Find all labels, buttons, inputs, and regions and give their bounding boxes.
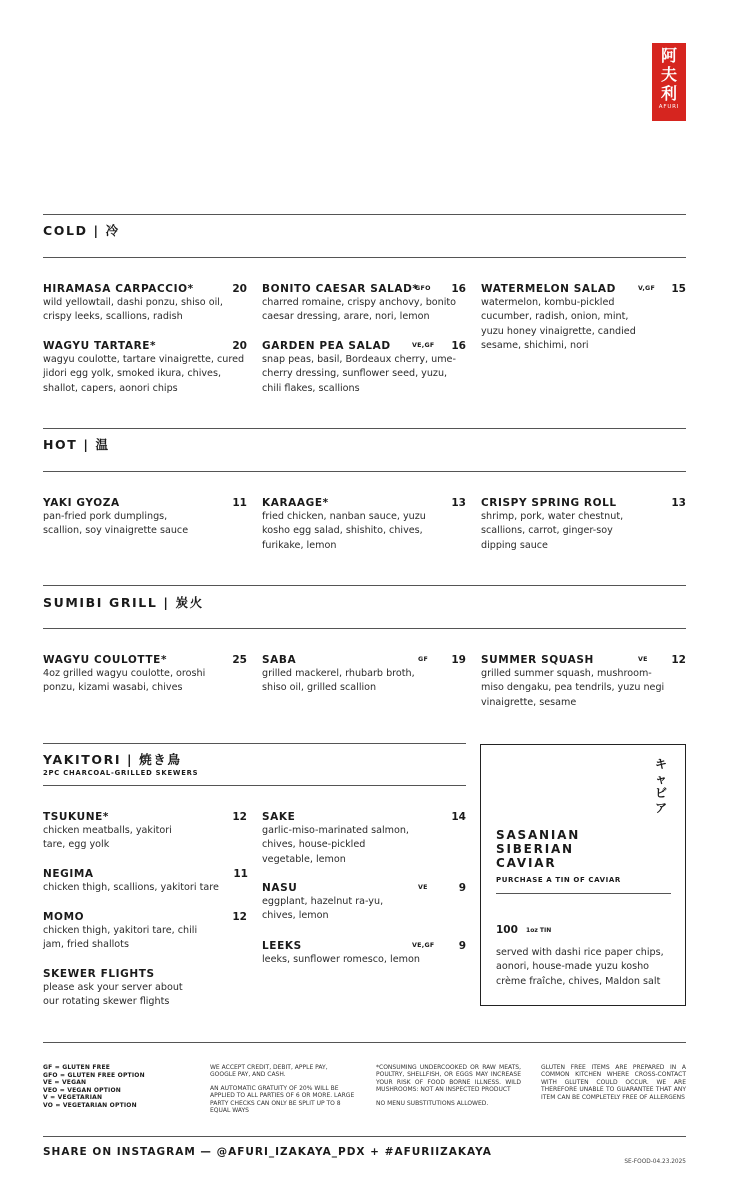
divider (43, 214, 686, 215)
item-description: chicken meatballs, yakitori tare, egg yolk (43, 825, 172, 851)
menu-code: SE-FOOD-04.23.2025 (624, 1159, 686, 1165)
item-description: watermelon, kombu-pickled cucumber, radish, onion, mint, yuzu honey vinaigrette, candied sesame, shichimi, nori (481, 297, 636, 352)
menu-item (481, 653, 686, 710)
dietary-tag: VE (638, 656, 648, 663)
divider (43, 785, 466, 786)
divider (43, 257, 686, 258)
katakana-char: ア (654, 800, 667, 815)
legend-item: GFO = GLUTEN FREE OPTION (43, 1071, 145, 1079)
logo-text: AFURI (658, 104, 680, 110)
item-name: GARDEN PEA SALAD (262, 340, 391, 352)
item-price: 9 (458, 882, 466, 894)
menu-item (262, 653, 466, 696)
item-price: 20 (232, 340, 247, 352)
item-description: wild yellowtail, dashi ponzu, shiso oil, crispy leeks, scallions, radish (43, 297, 223, 323)
dietary-tag: GF (418, 656, 429, 663)
menu-item (43, 339, 247, 396)
logo-kanji: 夫 (660, 65, 677, 84)
item-price: 11 (233, 868, 248, 880)
item-description: fried chicken, nanban sauce, yuzu kosho egg salad, shishito, chives, furikake, lemon (262, 511, 426, 551)
item-description: garlic-miso-marinated salmon, chives, house-pickled vegetable, lemon (262, 825, 409, 865)
item-price: 25 (232, 654, 247, 666)
divider (496, 893, 671, 894)
caviar-size: 1oz TIN (526, 927, 552, 934)
item-name: NEGIMA (43, 868, 94, 880)
item-price: 13 (451, 497, 466, 509)
divider (43, 585, 686, 586)
item-description: wagyu coulotte, tartare vinaigrette, cured jidori egg yolk, smoked ikura, chives, shallot, capers, aonori chips (43, 354, 245, 394)
item-price: 9 (458, 940, 466, 952)
payment-notes (210, 1064, 355, 1114)
menu-item (262, 282, 466, 325)
section-title-sumibi: SUMIBI GRILL | 炭火 (43, 595, 204, 610)
item-price: 19 (451, 654, 466, 666)
divider (43, 471, 686, 472)
legend-item: VE = VEGAN (43, 1079, 87, 1087)
gluten-note: GLUTEN FREE ITEMS ARE PREPARED IN A COMMON KITCHEN WHERE CROSS-CONTACT WITH GLUTEN COULD OCCUR. WE ARE THEREFORE UNABLE TO GUARANTEE THAT ANY ITEM CAN BE COMPLETELY FREE OF ALLERGENS (541, 1064, 686, 1101)
payment-note: WE ACCEPT CREDIT, DEBIT, APPLE PAY, GOOGLE PAY, AND CASH. (210, 1064, 328, 1079)
dietary-tag: VE (418, 884, 428, 891)
caviar-title-line: SIBERIAN (496, 842, 574, 856)
divider (43, 1136, 686, 1137)
section-title-cold: COLD | 冷 (43, 223, 120, 238)
item-price: 14 (451, 811, 466, 823)
legend-item: VO = VEGETARIAN OPTION (43, 1101, 137, 1109)
logo-kanji: 利 (660, 84, 677, 103)
divider (43, 743, 466, 744)
item-description: leeks, sunflower romesco, lemon (262, 954, 420, 965)
menu-item (262, 496, 466, 553)
caviar-price-row (496, 918, 551, 937)
item-description: chicken thigh, yakitori tare, chili jam, fried shallots (43, 925, 198, 951)
item-name: BONITO CAESAR SALAD* (262, 283, 419, 295)
item-price: 12 (671, 654, 686, 666)
item-description: grilled summer squash, mushroom-miso dengaku, pea tendrils, yuzu negi vinaigrette, sesame (481, 668, 665, 708)
menu-item (43, 496, 247, 539)
legend-item: VEO = VEGAN OPTION (43, 1086, 122, 1094)
item-description: 4oz grilled wagyu coulotte, oroshi ponzu, kizami wasabi, chives (43, 668, 206, 694)
item-description: eggplant, hazelnut ra-yu, chives, lemon (262, 896, 384, 922)
item-name: CRISPY SPRING ROLL (481, 497, 617, 509)
menu-item (481, 496, 686, 553)
item-description: grilled mackerel, rhubarb broth, shiso oil, grilled scallion (262, 668, 415, 694)
caviar-panel (480, 744, 686, 1006)
dietary-tag: VE,GF (412, 342, 435, 349)
instagram-line: SHARE ON INSTAGRAM — @AFURI_IZAKAYA_PDX + #AFURIIZAKAYA (43, 1146, 492, 1158)
divider (43, 428, 686, 429)
dietary-legend (43, 1064, 183, 1110)
logo-kanji: 阿 (660, 46, 677, 65)
item-name: SAKE (262, 811, 296, 823)
katakana-char: キ (654, 757, 667, 771)
caviar-description: served with dashi rice paper chips, aonori, house-made yuzu kosho crème fraîche, chives, Maldon salt (496, 947, 664, 987)
item-price: 11 (232, 497, 247, 509)
legend-item: V = VEGETARIAN (43, 1094, 103, 1102)
item-price: 13 (671, 497, 686, 509)
section-title-yakitori: YAKITORI | 焼き鳥 (43, 752, 182, 767)
menu-item (43, 282, 247, 325)
item-name: WAGYU COULOTTE* (43, 654, 168, 666)
menu-item (262, 810, 466, 867)
item-price: 16 (451, 283, 466, 295)
dietary-tag: VE,GF (412, 942, 435, 949)
consuming-note: *CONSUMING UNDERCOOKED OR RAW MEATS, POULTRY, SHELLFISH, OR EGGS MAY INCREASE YOUR RISK OF FOOD BORNE ILLNESS. WILD MUSHROOMS: NOT AN INSPECTED PRODUCT (376, 1064, 521, 1094)
item-price: 16 (451, 340, 466, 352)
item-name: WAGYU TARTARE* (43, 340, 157, 352)
item-name: LEEKS (262, 940, 302, 952)
divider (43, 1042, 686, 1043)
caviar-price: 100 (496, 924, 518, 936)
dietary-tag: V,GF (638, 285, 656, 292)
menu-item (262, 881, 466, 924)
menu-item (43, 810, 247, 853)
katakana-char: ビ (654, 786, 667, 800)
item-description: snap peas, basil, Bordeaux cherry, ume-cherry dressing, sunflower seed, yuzu, chili flakes, scallions (262, 354, 456, 394)
item-name: SABA (262, 654, 297, 666)
item-description: please ask your server about our rotating skewer flights (43, 982, 183, 1008)
legend-item: GF = GLUTEN FREE (43, 1064, 111, 1071)
gratuity-note: AN AUTOMATIC GRATUITY OF 20% WILL BE APPLIED TO ALL PARTIES OF 6 OR MORE. LARGE PARTY CHECKS CAN ONLY BE SPLIT UP TO 8 EQUAL WAYS (210, 1084, 355, 1115)
item-description: pan-fried pork dumplings, scallion, soy vinaigrette sauce (43, 511, 189, 537)
katakana-char: ャ (654, 771, 667, 786)
item-description: charred romaine, crispy anchovy, bonito caesar dressing, arare, nori, lemon (262, 297, 457, 323)
divider (43, 628, 686, 629)
menu-item (43, 653, 247, 696)
afuri-logo (652, 43, 686, 121)
item-price: 12 (232, 911, 247, 923)
item-name: SKEWER FLIGHTS (43, 968, 155, 980)
menu-item (262, 339, 466, 396)
section-subtitle: 2PC CHARCOAL-GRILLED SKEWERS (43, 769, 199, 777)
item-description: shrimp, pork, water chestnut, scallions, carrot, ginger-soy dipping sauce (481, 511, 624, 551)
caviar-subtitle: PURCHASE A TIN OF CAVIAR (496, 876, 621, 884)
menu-item (262, 939, 466, 967)
item-name: YAKI GYOZA (43, 497, 120, 509)
menu-item (43, 867, 247, 895)
substitutions-note: NO MENU SUBSTITUTIONS ALLOWED. (376, 1099, 489, 1107)
menu-item (43, 910, 247, 953)
item-name: MOMO (43, 911, 85, 923)
health-notes (376, 1064, 521, 1107)
item-name: SUMMER SQUASH (481, 654, 594, 666)
menu-item (43, 967, 247, 1010)
item-name: HIRAMASA CARPACCIO* (43, 283, 194, 295)
caviar-title (496, 828, 580, 870)
caviar-title-line: CAVIAR (496, 856, 557, 870)
item-name: NASU (262, 882, 298, 894)
dietary-tag: GFO (415, 285, 431, 292)
item-price: 12 (232, 811, 247, 823)
item-name: KARAAGE* (262, 497, 329, 509)
item-price: 15 (671, 283, 686, 295)
caviar-katakana (653, 757, 669, 815)
section-title-hot: HOT | 温 (43, 437, 110, 452)
item-name: TSUKUNE* (43, 811, 109, 823)
item-name: WATERMELON SALAD (481, 283, 616, 295)
item-price: 20 (232, 283, 247, 295)
menu-item (481, 282, 686, 354)
caviar-title-line: SASANIAN (496, 828, 581, 842)
item-description: chicken thigh, scallions, yakitori tare (43, 882, 219, 893)
